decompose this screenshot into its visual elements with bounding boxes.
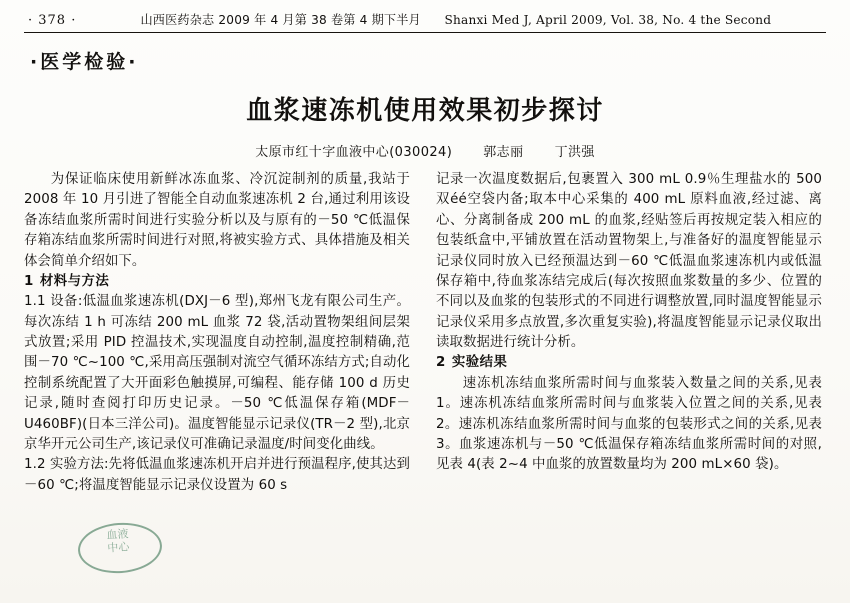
paragraph-intro: 为保证临床使用新鲜冰冻血浆、冷沉淀制剂的质量,我站于 2008 年 10 月引进了智能全自动血浆速冻机 2 台,通过利用该设备冻结血浆所需时间进行实验分析以及与原有的－50 ℃低温保存箱冻结血浆所需时间进行对照,将被实验方式、具体措施及相关体会简单介绍如下。 bbox=[24, 172, 410, 269]
subheading-method-text: 实验方法:先将低温血浆速冻机开启并进行预温程序,使其达到－60 ℃;将温度智能显示记录仪设置为 60 s bbox=[24, 457, 410, 493]
heading-results-number: 2 bbox=[436, 355, 446, 371]
section-kicker: ·医学检验· bbox=[30, 51, 139, 73]
heading-materials-methods bbox=[24, 272, 410, 292]
heading-results-text: 实验结果 bbox=[451, 355, 508, 371]
subheading-method-number: 1.2 bbox=[24, 457, 46, 473]
stamp-oval bbox=[76, 520, 163, 576]
right-column bbox=[436, 170, 822, 496]
byline-affiliation: 太原市红十字血液中心(030024) bbox=[255, 145, 453, 160]
stamp-text-line-2: 中心 bbox=[106, 539, 130, 555]
byline bbox=[24, 141, 826, 160]
left-column bbox=[24, 170, 410, 496]
journal-title-en: Shanxi Med J, April 2009, Vol. 38, No. 4 the Second bbox=[444, 12, 772, 27]
heading-materials-methods-number: 1 bbox=[24, 273, 34, 289]
paragraph-equipment bbox=[24, 292, 410, 455]
stamp-text-line-1: 血液 bbox=[106, 527, 129, 542]
paragraph-method bbox=[24, 455, 410, 496]
library-stamp-watermark bbox=[72, 515, 164, 577]
header-rule bbox=[24, 32, 826, 33]
paragraph-method-continued: 记录一次温度数据后,包裹置入 300 mL 0.9％生理盐水的 500 双éé空袋内备;取本中心采集的 400 mL 原料血液,经过滤、离心、分离制备成 200 mL 的血浆,经贴签后再按规定装入相应的包装纸盒中,平铺放置在活动置物架上,与准备好的温度智能显示记录仪同时放入已经预温达到－60 ℃低温血浆速冻机内或低温保存箱中,待血浆冻结完成后(每次按照血浆数量的多少、位置的不同以及血浆的包装形式的不同进行调整放置,同时温度智能显示记录仪采用多点放置,多次重复实验),将温度智能显示记录仪取出读取数据进行统计分析。 bbox=[436, 172, 822, 350]
subheading-equipment-number: 1.1 bbox=[24, 294, 46, 310]
stamp-text bbox=[77, 526, 159, 557]
running-head-center bbox=[97, 10, 814, 28]
folio-page-number: · 378 · bbox=[28, 13, 77, 28]
running-head bbox=[24, 10, 826, 31]
heading-materials-methods-text: 材料与方法 bbox=[39, 273, 110, 289]
journal-title-cn: 山西医药杂志 2009 年 4 月第 38 卷第 4 期下半月 bbox=[140, 12, 422, 27]
body-columns bbox=[24, 170, 826, 496]
byline-author-2: 丁洪强 bbox=[554, 145, 595, 160]
subheading-equipment-text: 设备:低温血浆速冻机(DXJ－6 型),郑州飞龙有限公司生产。每次冻结 1 h 可冻结 200 mL 血浆 72 袋,活动置物架组间层架式放置;采用 PID 控温技术,实现温度自动控制,温度控制精确,范围－70 ℃~100 ℃,采用高压强制对流空气循环冻结方式;自动化控制系统配置了大开面彩色触摸屏,可编程、能存储 100 d 历史记录,随时查阅打印历史记录。－50 ℃低温保存箱(MDF－U460BF)(日本三洋公司)。温度智能显示记录仪(TR－2 型),北京京华开元公司生产,该记录仪可准确记录温度/时间变化曲线。 bbox=[24, 294, 411, 452]
heading-results bbox=[436, 353, 822, 373]
byline-author-1: 郭志丽 bbox=[483, 145, 524, 160]
article-title: 血浆速冻机使用效果初步探讨 bbox=[246, 96, 604, 126]
paragraph-results: 速冻机冻结血浆所需时间与血浆装入数量之间的关系,见表 1。速冻机冻结血浆所需时间与血浆装入位置之间的关系,见表 2。速冻机冻结血浆所需时间与血浆的包装形式之间的关系,见表 3。血浆速冻机与－50 ℃低温保存箱冻结血浆所需时间的对照,见表 4(表 2~4 中血浆的放置数量均为 200 mL×60 袋)。 bbox=[436, 375, 822, 473]
